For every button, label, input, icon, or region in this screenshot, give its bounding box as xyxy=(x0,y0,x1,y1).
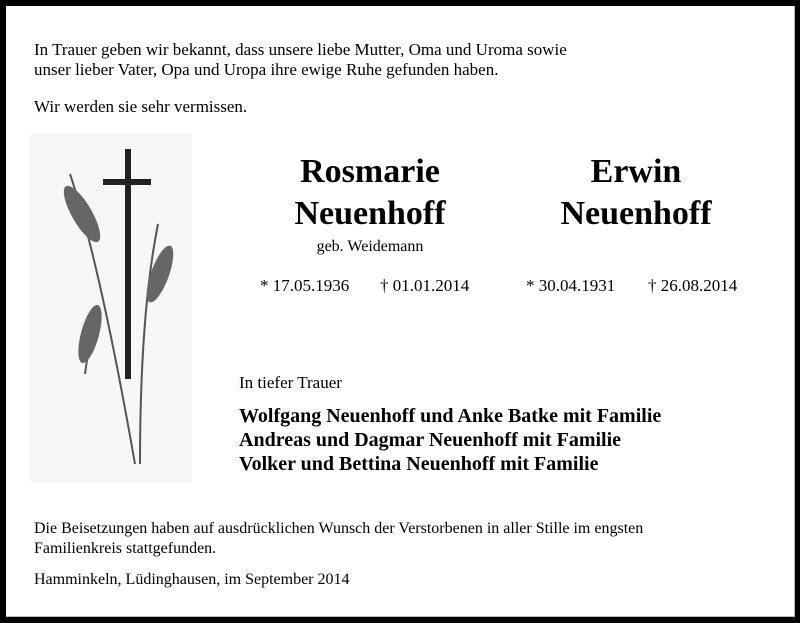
intro-line-2: unser lieber Vater, Opa und Uropa ihre ewige Ruhe gefunden haben. xyxy=(34,60,499,79)
last-name: Neuenhoff xyxy=(294,195,446,232)
deceased-name-2 xyxy=(516,151,756,235)
intro-line-1: In Trauer geben wir bekannt, dass unsere liebe Mutter, Oma und Uroma sowie xyxy=(34,40,567,59)
mourner-family: Volker und Bettina Neuenhoff mit Familie xyxy=(239,453,599,475)
last-name: Neuenhoff xyxy=(560,195,712,232)
birth-name: geb. Weidemann xyxy=(316,238,424,255)
place-date: Hamminkeln, Lüdinghausen, im September 2014 xyxy=(34,571,350,588)
birth-date-2: * 30.04.1931 xyxy=(526,276,616,295)
mourner-family: Andreas und Dagmar Neuenhoff mit Familie xyxy=(239,429,622,451)
mourner-family: Wolfgang Neuenhoff und Anke Batke mit Familie xyxy=(239,405,662,427)
birth-date-1: * 17.05.1936 xyxy=(260,276,350,295)
cross-with-wheat-icon xyxy=(30,134,192,482)
deceased-name-1 xyxy=(250,151,490,235)
death-date-2: † 26.08.2014 xyxy=(648,276,738,295)
mourners-heading: In tiefer Trauer xyxy=(239,373,342,392)
miss-line: Wir werden sie sehr vermissen. xyxy=(34,97,248,116)
footer-line-2: Familienkreis stattgefunden. xyxy=(34,540,217,557)
first-name: Rosmarie xyxy=(300,153,440,190)
footer-line-1: Die Beisetzungen haben auf ausdrücklichen Wunsch der Verstorbenen in aller Stille im engsten xyxy=(34,520,644,537)
obituary-card xyxy=(6,6,795,617)
death-date-1: † 01.01.2014 xyxy=(380,276,470,295)
first-name: Erwin xyxy=(590,153,682,190)
